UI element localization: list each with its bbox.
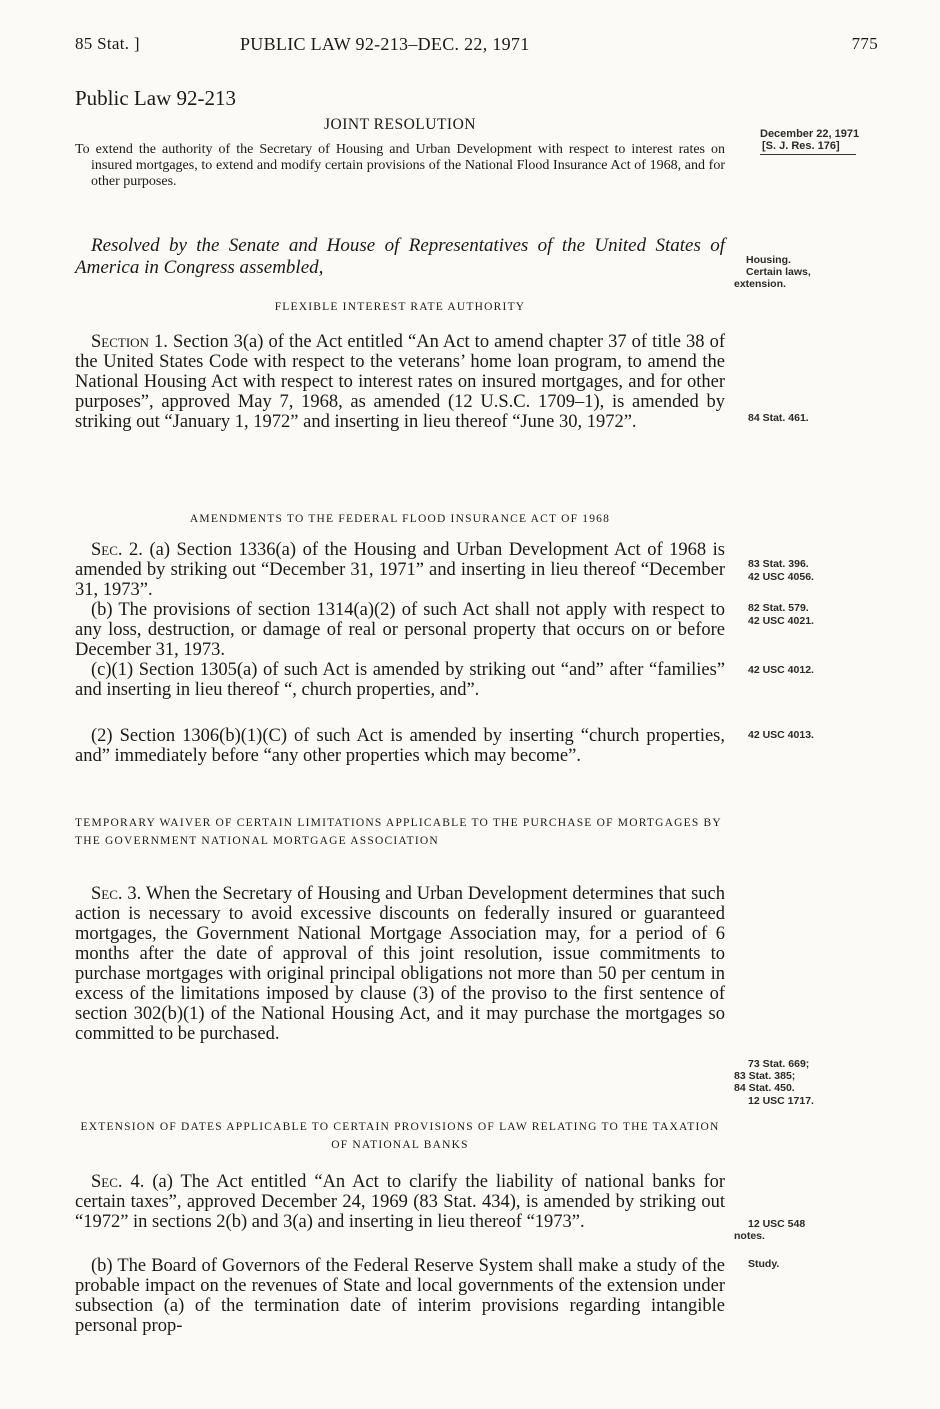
page-number: 775: [851, 34, 878, 53]
margin-note-84-stat-450: 84 Stat. 450.: [734, 1082, 795, 1094]
margin-note-housing: Housing.: [746, 254, 791, 266]
margin-note-certain-laws: Certain laws,: [746, 266, 811, 278]
section-4-heading: EXTENSION OF DATES APPLICABLE TO CERTAIN PROVISIONS OF LAW RELATING TO THE TAXATION OF NATIONAL BANKS: [80, 1121, 720, 1151]
margin-note-12-usc-1717: 12 USC 1717.: [748, 1095, 814, 1107]
date-rule: [760, 154, 856, 155]
bill-number: [S. J. Res. 176]: [762, 140, 840, 152]
section-2b-text: (b) The provisions of section 1314(a)(2) of such Act shall not apply with respect to any loss, destruction, or damage of real or personal property that occurs on or before December 31, 1973.: [75, 600, 725, 660]
section-1-text: Section 1. Section 3(a) of the Act entitled “An Act to amend chapter 37 of title 38 of the United States Code with respect to the veterans’ home loan program, to amend the National Housing Act with respect to interest rates on insured mortgages, and for other purposes”, approved May 7, 1968, as amended (12 U.S.C. 1709–1), is amended by striking out “January 1, 1972” and inserting in lieu thereof “June 30, 1972”.: [75, 332, 726, 432]
public-law-number: Public Law 92-213: [75, 86, 236, 110]
margin-note-notes: notes.: [734, 1230, 765, 1242]
margin-note-42-usc-4013: 42 USC 4013.: [748, 729, 814, 741]
margin-note-73-stat-669: 73 Stat. 669;: [748, 1058, 810, 1070]
section-4b-text: (b) The Board of Governors of the Federal Reserve System shall make a study of the probable impact on the revenues of State and local governments of the extension under subsection (a) of the termination date of interim provisions regarding intangible personal prop-: [75, 1256, 725, 1336]
section-2c2-text: (2) Section 1306(b)(1)(C) of such Act is amended by inserting “church properties, and” immediately before “any other properties which may become”.: [75, 726, 725, 766]
margin-note-42-usc-4056: 42 USC 4056.: [748, 571, 814, 583]
section-1-label: Section 1.: [91, 332, 168, 352]
section-4-label: Sec. 4.: [91, 1172, 145, 1192]
section-2-label: Sec. 2.: [91, 540, 143, 560]
margin-note-84-stat-461: 84 Stat. 461.: [748, 412, 809, 424]
enacting-clause: Resolved by the Senate and House of Representatives of the United States of America in Congress assembled,: [75, 235, 725, 278]
section-2c1-text: (c)(1) Section 1305(a) of such Act is amended by striking out “and” after “families” and inserting in lieu thereof “, church properties, and”.: [75, 660, 725, 700]
margin-note-study: Study.: [748, 1258, 780, 1270]
header-citation: 85 Stat. ]: [75, 34, 140, 53]
margin-note-83-stat-385: 83 Stat. 385;: [734, 1070, 796, 1082]
section-4a-text: Sec. 4. (a) The Act entitled “An Act to clarify the liability of national banks for certain taxes”, approved December 24, 1969 (83 Stat. 434), is amended by striking out “1972” in sections 2(b) and 3(a) and inserting in lieu thereof “1973”.: [75, 1172, 726, 1232]
section-3-heading: TEMPORARY WAIVER OF CERTAIN LIMITATIONS APPLICABLE TO THE PURCHASE OF MORTGAGES BY THE GOVERNMENT NATIONAL MORTGAGE ASSOCIATION: [75, 817, 722, 847]
margin-note-42-usc-4012: 42 USC 4012.: [748, 664, 814, 676]
enactment-date: December 22, 1971: [760, 128, 860, 140]
section-3-label: Sec. 3.: [91, 884, 142, 904]
margin-note-12-usc-548: 12 USC 548: [748, 1218, 806, 1230]
section-3-text: Sec. 3. When the Secretary of Housing and Urban Development determines that such action is necessary to avoid excessive discounts on federally insured or guaranteed mortgages, the Government National Mortgage Association may, for a period of 6 months after the date of approval of this joint resolution, issue commitments to purchase mortgages with original principal obligations not more than 50 per centum in excess of the limitations imposed by clause (3) of the proviso to the first sentence of section 302(b)(1) of the National Housing Act, and it may purchase the mortgages so committed to be purchased.: [75, 884, 726, 1044]
resolution-type: JOINT RESOLUTION: [324, 116, 476, 133]
section-1-heading: FLEXIBLE INTEREST RATE AUTHORITY: [274, 301, 526, 313]
margin-note-extension: extension.: [734, 278, 786, 290]
header-title: PUBLIC LAW 92-213–DEC. 22, 1971: [240, 34, 530, 54]
margin-note-42-usc-4021: 42 USC 4021.: [748, 615, 814, 627]
margin-note-83-stat-396: 83 Stat. 396.: [748, 558, 809, 570]
section-2a-text: Sec. 2. (a) Section 1336(a) of the Housing and Urban Development Act of 1968 is amended by striking out “December 31, 1971” and inserting in lieu thereof “December 31, 1973”.: [75, 540, 725, 600]
section-2-heading: AMENDMENTS TO THE FEDERAL FLOOD INSURANCE ACT OF 1968: [189, 513, 611, 525]
margin-note-82-stat-579: 82 Stat. 579.: [748, 602, 809, 614]
purpose-clause: To extend the authority of the Secretary of Housing and Urban Development with respect to interest rates on insured mortgages, to extend and modify certain provisions of the National Flood Insurance Act of 1968, and for other purposes.: [75, 142, 725, 189]
